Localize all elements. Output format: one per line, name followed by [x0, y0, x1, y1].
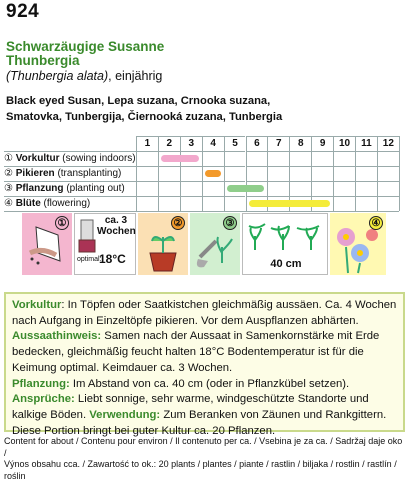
aussaat-label: Aussaathinweis:: [12, 330, 102, 343]
calendar-cell: [289, 166, 311, 181]
product-title: Schwarzäugige Susanne: [6, 39, 165, 54]
calendar-cell: [158, 196, 180, 211]
calendar-row-label: [4, 181, 125, 196]
content-footer: [4, 436, 406, 482]
calendar-cell: [267, 166, 289, 181]
row-symbol: ①: [4, 153, 13, 164]
calendar-cell: [224, 196, 246, 211]
verwendung-label: Verwendung:: [89, 408, 161, 421]
calendar-cell: [377, 151, 399, 166]
calendar-period-bar: [249, 200, 331, 207]
calendar-row-label: [4, 166, 121, 181]
calendar-cell: [289, 151, 311, 166]
portion-paragraph: Diese Portion bringt bei guter Kultur ca. 20 Pflanzen.: [12, 424, 276, 437]
picto-badge-3: ③: [223, 216, 237, 230]
picto-badge-4: ④: [369, 216, 383, 230]
month-label: 3: [180, 136, 202, 151]
row-symbol: ④: [4, 198, 13, 209]
calendar-cell: [267, 181, 289, 196]
common-names-line2: Smatovka, Tunbergija, Čiernooká zuzana, Tunbergia: [6, 111, 283, 123]
picto-germination: [74, 213, 136, 275]
calendar-cell: [202, 181, 224, 196]
calendar-right-border: [399, 136, 400, 211]
calendar-period-bar: [227, 185, 265, 192]
row-activity: Pflanzung: [15, 183, 64, 194]
calendar-row: [4, 151, 402, 166]
calendar-cell: [333, 166, 355, 181]
calendar-cell: [136, 181, 158, 196]
instructions-box: [4, 292, 405, 437]
month-label: 12: [377, 136, 399, 151]
calendar-row-label: [4, 151, 136, 166]
product-number: 924: [6, 1, 40, 22]
month-label: 11: [355, 136, 377, 151]
month-label: 8: [289, 136, 311, 151]
ansprueche-label: Ansprüche:: [12, 393, 75, 406]
month-label: 2: [158, 136, 180, 151]
month-label: 7: [267, 136, 289, 151]
plant-row-icon: [243, 214, 329, 258]
calendar-cell: [202, 151, 224, 166]
temp-label: optimal:: [77, 256, 102, 263]
pflanzung-label: Pflanzung:: [12, 377, 70, 390]
vorkultur-paragraph: [12, 298, 397, 329]
calendar-cell: [355, 151, 377, 166]
month-label: 1: [136, 136, 158, 151]
calendar-row-separator: [4, 151, 136, 152]
calendar-row-label: [4, 196, 90, 211]
germination-duration-2: Wochen: [97, 226, 136, 237]
germination-duration-1: ca. 3: [104, 215, 128, 226]
latin-name-text: (Thunbergia alata): [6, 69, 109, 83]
calendar-cell: [267, 151, 289, 166]
calendar-cell: [377, 166, 399, 181]
calendar-row-separator: [4, 181, 136, 182]
product-subtitle: Thunbergia: [6, 53, 80, 68]
latin-suffix: , einjährig: [108, 69, 163, 83]
row-activity: Pikieren: [15, 168, 55, 179]
footer-line2: Výnos obsahu cca. / Zawartość to ok.: 20 plants / plantes / piante / rastlin / biljaka / rostlin / rastlín / roślin: [4, 459, 397, 481]
temp-value: 18°C: [99, 252, 126, 266]
latin-name: [6, 69, 162, 84]
calendar-cell: [311, 151, 333, 166]
calendar-row-separator: [4, 166, 136, 167]
row-activity: Vorkultur: [15, 153, 60, 164]
calendar-cell: [246, 166, 268, 181]
calendar-cell: [333, 181, 355, 196]
month-label: 9: [311, 136, 333, 151]
instruction-pictograms: [4, 213, 402, 290]
verwendung-text: Zum Beranken von Zäunen und Rankgittern.: [160, 408, 387, 421]
calendar-cell: [180, 166, 202, 181]
calendar-cell: [355, 181, 377, 196]
calendar-row: [4, 166, 402, 181]
calendar-period-bar: [205, 170, 221, 177]
calendar-cell: [180, 196, 202, 211]
calendar-row: [4, 196, 402, 211]
calendar-cell: [136, 196, 158, 211]
calendar-cell: [136, 151, 158, 166]
picto-badge-1: ①: [55, 216, 69, 230]
calendar-cell: [158, 181, 180, 196]
month-label: 10: [333, 136, 355, 151]
calendar-cell: [158, 166, 180, 181]
calendar-cell: [246, 151, 268, 166]
month-label: 5: [224, 136, 246, 151]
calendar-cell: [377, 181, 399, 196]
calendar-cell: [311, 181, 333, 196]
pflanzung-text: Im Abstand von ca. 40 cm (oder in Pflanzkübel setzen).: [69, 377, 350, 390]
vorkultur-text: : In Töpfen oder Saatkistchen gleichmäßig aussäen. Ca. 4 Wochen nach Aufgang in Einzeltöpfe pikieren. Vor dem Auspflanzen abhärten.: [12, 299, 397, 327]
aussaat-paragraph: [12, 329, 397, 376]
calendar-cell: [224, 166, 246, 181]
row-note: (sowing indoors): [62, 153, 136, 164]
calendar-cell: [377, 196, 399, 211]
calendar-cell: [224, 151, 246, 166]
calendar-cell: [355, 166, 377, 181]
calendar-cell: [289, 181, 311, 196]
ansprueche-text: Liebt sonnige, sehr warme, windgeschützte Standorte und kalkige Böden.: [12, 393, 369, 421]
sowing-calendar: [4, 136, 402, 212]
calendar-cell: [202, 196, 224, 211]
month-label: 4: [202, 136, 224, 151]
row-symbol: ③: [4, 183, 13, 194]
row-note: (flowering): [43, 198, 91, 209]
month-label: 6: [246, 136, 268, 151]
calendar-row-separator: [4, 196, 136, 197]
picto-badge-2: ②: [171, 216, 185, 230]
picto-sowing: [22, 213, 72, 275]
thermometer-pot-icon: [77, 216, 99, 256]
calendar-cell: [355, 196, 377, 211]
row-note: (transplanting): [57, 168, 122, 179]
common-names-line1: Black eyed Susan, Lepa suzana, Crnooka suzana,: [6, 95, 271, 107]
picto-planting: [190, 213, 240, 275]
picto-pricking: [138, 213, 188, 275]
pflanzung-paragraph: [12, 377, 397, 393]
plant-spacing: 40 cm: [270, 258, 302, 270]
row-note: (planting out): [66, 183, 125, 194]
calendar-cell: [333, 196, 355, 211]
calendar-cell: [180, 181, 202, 196]
picto-flowering: [330, 213, 386, 275]
ansprueche-paragraph: [12, 392, 397, 423]
row-activity: Blüte: [15, 198, 41, 209]
aussaat-text: Samen nach der Aussaat in Samenkornstärke mit Erde bedecken, gleichmäßig feucht halten 18°C Bodentemperatur ist für die Keimung optimal. Keimdauer ca. 3 Wochen.: [12, 330, 380, 374]
calendar-header: [4, 136, 402, 151]
calendar-cell: [136, 166, 158, 181]
calendar-bottom-border: [4, 211, 399, 212]
calendar-cell: [311, 166, 333, 181]
calendar-row: [4, 181, 402, 196]
vorkultur-label: Vorkultur: [12, 299, 62, 311]
footer-line1: Content for about / Contenu pour environ / Il contenuto per ca. / Vsebina je za ca. / Sadržaj daje oko /: [4, 436, 403, 458]
calendar-cell: [333, 151, 355, 166]
picto-spacing: [242, 213, 328, 275]
row-symbol: ②: [4, 168, 13, 179]
calendar-period-bar: [161, 155, 199, 162]
